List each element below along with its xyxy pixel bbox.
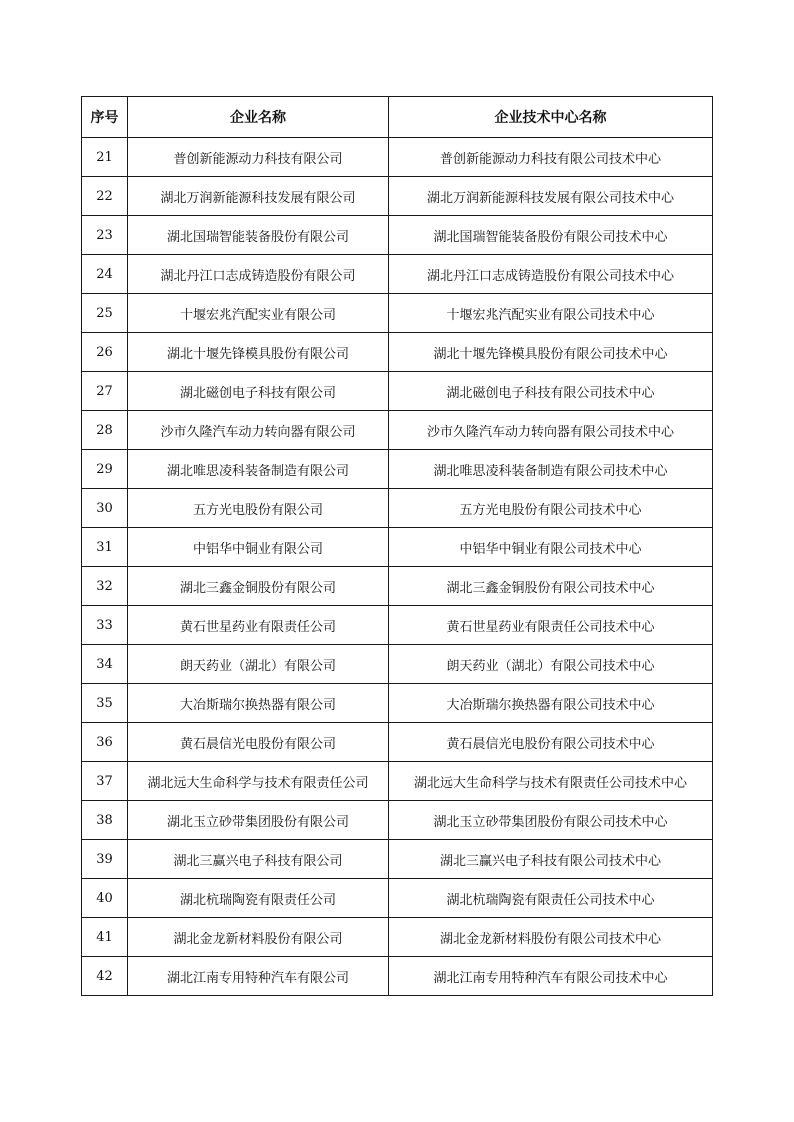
cell-tech-center-name: 湖北万润新能源科技发展有限公司技术中心 [389, 177, 713, 216]
cell-tech-center-name: 湖北江南专用特种汽车有限公司技术中心 [389, 957, 713, 996]
table-row [82, 255, 713, 294]
table-row [82, 723, 713, 762]
cell-tech-center-name: 大冶斯瑞尔换热器有限公司技术中心 [389, 684, 713, 723]
cell-tech-center-name: 黄石晨信光电股份有限公司技术中心 [389, 723, 713, 762]
cell-serial-number: 39 [82, 840, 128, 879]
table-row [82, 840, 713, 879]
cell-serial-number: 29 [82, 450, 128, 489]
cell-company-name: 朗天药业（湖北）有限公司 [128, 645, 389, 684]
table-row [82, 801, 713, 840]
cell-company-name: 五方光电股份有限公司 [128, 489, 389, 528]
cell-company-name: 十堰宏兆汽配实业有限公司 [128, 294, 389, 333]
cell-serial-number: 38 [82, 801, 128, 840]
cell-company-name: 湖北杭瑞陶瓷有限责任公司 [128, 879, 389, 918]
cell-company-name: 黄石晨信光电股份有限公司 [128, 723, 389, 762]
cell-serial-number: 27 [82, 372, 128, 411]
cell-company-name: 湖北三鑫金铜股份有限公司 [128, 567, 389, 606]
cell-company-name: 中铝华中铜业有限公司 [128, 528, 389, 567]
table-body [82, 138, 713, 996]
cell-serial-number: 21 [82, 138, 128, 177]
table-row [82, 450, 713, 489]
cell-company-name: 湖北丹江口志成铸造股份有限公司 [128, 255, 389, 294]
cell-tech-center-name: 湖北杭瑞陶瓷有限责任公司技术中心 [389, 879, 713, 918]
cell-tech-center-name: 湖北三赢兴电子科技有限公司技术中心 [389, 840, 713, 879]
cell-serial-number: 26 [82, 333, 128, 372]
cell-tech-center-name: 湖北三鑫金铜股份有限公司技术中心 [389, 567, 713, 606]
cell-company-name: 湖北玉立砂带集团股份有限公司 [128, 801, 389, 840]
cell-serial-number: 25 [82, 294, 128, 333]
cell-serial-number: 24 [82, 255, 128, 294]
cell-tech-center-name: 湖北磁创电子科技有限公司技术中心 [389, 372, 713, 411]
table-row [82, 762, 713, 801]
cell-company-name: 湖北国瑞智能装备股份有限公司 [128, 216, 389, 255]
cell-serial-number: 32 [82, 567, 128, 606]
cell-company-name: 湖北远大生命科学与技术有限责任公司 [128, 762, 389, 801]
cell-company-name: 沙市久隆汽车动力转向器有限公司 [128, 411, 389, 450]
table-row [82, 528, 713, 567]
cell-serial-number: 34 [82, 645, 128, 684]
cell-company-name: 湖北十堰先锋模具股份有限公司 [128, 333, 389, 372]
cell-company-name: 黄石世星药业有限责任公司 [128, 606, 389, 645]
cell-serial-number: 42 [82, 957, 128, 996]
table-row [82, 489, 713, 528]
table-row [82, 684, 713, 723]
cell-tech-center-name: 湖北丹江口志成铸造股份有限公司技术中心 [389, 255, 713, 294]
cell-serial-number: 41 [82, 918, 128, 957]
table-row [82, 294, 713, 333]
table-header-row [82, 97, 713, 138]
cell-serial-number: 23 [82, 216, 128, 255]
cell-serial-number: 22 [82, 177, 128, 216]
cell-tech-center-name: 朗天药业（湖北）有限公司技术中心 [389, 645, 713, 684]
table-row [82, 918, 713, 957]
cell-tech-center-name: 湖北玉立砂带集团股份有限公司技术中心 [389, 801, 713, 840]
cell-serial-number: 40 [82, 879, 128, 918]
cell-tech-center-name: 黄石世星药业有限责任公司技术中心 [389, 606, 713, 645]
cell-serial-number: 37 [82, 762, 128, 801]
cell-company-name: 湖北金龙新材料股份有限公司 [128, 918, 389, 957]
cell-tech-center-name: 沙市久隆汽车动力转向器有限公司技术中心 [389, 411, 713, 450]
cell-tech-center-name: 十堰宏兆汽配实业有限公司技术中心 [389, 294, 713, 333]
table-row [82, 138, 713, 177]
table-row [82, 606, 713, 645]
cell-tech-center-name: 湖北十堰先锋模具股份有限公司技术中心 [389, 333, 713, 372]
cell-company-name: 湖北磁创电子科技有限公司 [128, 372, 389, 411]
cell-serial-number: 30 [82, 489, 128, 528]
table-row [82, 567, 713, 606]
cell-serial-number: 35 [82, 684, 128, 723]
cell-tech-center-name: 湖北国瑞智能装备股份有限公司技术中心 [389, 216, 713, 255]
cell-serial-number: 36 [82, 723, 128, 762]
cell-tech-center-name: 湖北唯思凌科装备制造有限公司技术中心 [389, 450, 713, 489]
header-tech-center-name: 企业技术中心名称 [389, 97, 713, 138]
cell-tech-center-name: 湖北远大生命科学与技术有限责任公司技术中心 [389, 762, 713, 801]
cell-company-name: 湖北唯思凌科装备制造有限公司 [128, 450, 389, 489]
table-row [82, 216, 713, 255]
table-row [82, 957, 713, 996]
header-company-name: 企业名称 [128, 97, 389, 138]
cell-serial-number: 31 [82, 528, 128, 567]
table-row [82, 333, 713, 372]
cell-tech-center-name: 中铝华中铜业有限公司技术中心 [389, 528, 713, 567]
cell-company-name: 大冶斯瑞尔换热器有限公司 [128, 684, 389, 723]
cell-tech-center-name: 五方光电股份有限公司技术中心 [389, 489, 713, 528]
header-serial-number: 序号 [82, 97, 128, 138]
cell-serial-number: 28 [82, 411, 128, 450]
cell-tech-center-name: 普创新能源动力科技有限公司技术中心 [389, 138, 713, 177]
table-row [82, 411, 713, 450]
table-row [82, 879, 713, 918]
cell-company-name: 湖北三赢兴电子科技有限公司 [128, 840, 389, 879]
table-row [82, 645, 713, 684]
cell-company-name: 湖北万润新能源科技发展有限公司 [128, 177, 389, 216]
enterprise-table [81, 96, 713, 996]
table-row [82, 372, 713, 411]
cell-company-name: 普创新能源动力科技有限公司 [128, 138, 389, 177]
cell-serial-number: 33 [82, 606, 128, 645]
table-row [82, 177, 713, 216]
cell-company-name: 湖北江南专用特种汽车有限公司 [128, 957, 389, 996]
cell-tech-center-name: 湖北金龙新材料股份有限公司技术中心 [389, 918, 713, 957]
